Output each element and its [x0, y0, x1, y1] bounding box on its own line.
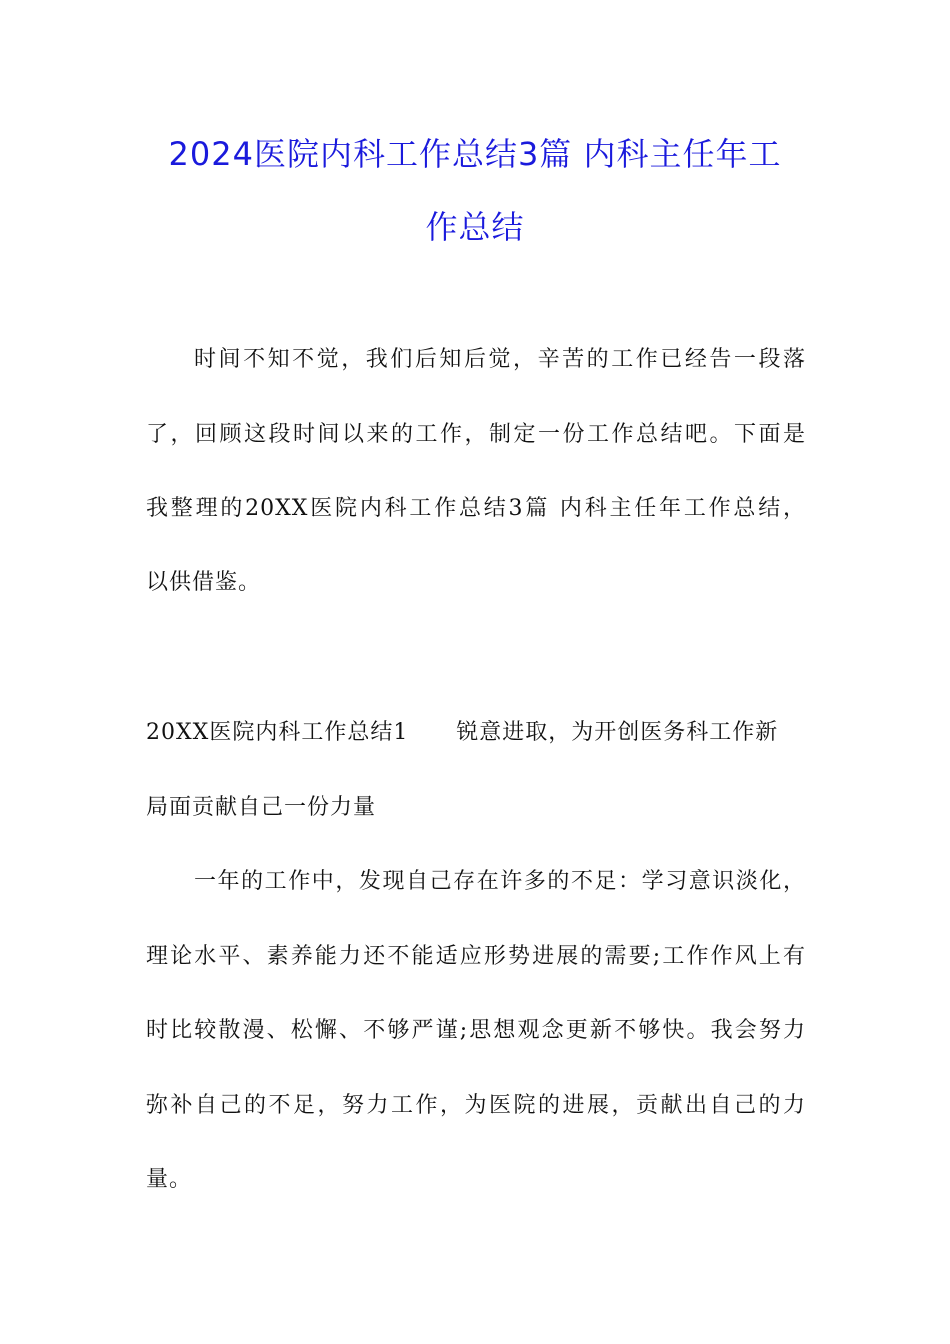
- intro-line: 时间不知不觉，我们后知后觉，辛苦的工作已经告一段落: [194, 347, 806, 372]
- intro-line: 以供借鉴。: [146, 570, 262, 595]
- intro-line: 了，回顾这段时间以来的工作，制定一份工作总结吧。下面是: [146, 422, 806, 447]
- body-line: 一年的工作中，发现自己存在许多的不足：学习意识淡化，: [194, 869, 806, 894]
- body-line: 弥补自己的不足，努力工作，为医院的进展，贡献出自己的力: [146, 1093, 806, 1118]
- section-heading-line: 20XX医院内科工作总结1 锐意进取，为开创医务科工作新: [146, 720, 779, 745]
- section-heading-line: 局面贡献自己一份力量: [146, 795, 377, 820]
- body-line: 理论水平、素养能力还不能适应形势进展的需要;工作作风上有: [146, 944, 806, 969]
- body-line: 量。: [146, 1167, 193, 1192]
- document-title-line-2: 作总结: [425, 208, 525, 246]
- document-title-line-1: 2024医院内科工作总结3篇 内科主任年工: [168, 135, 782, 173]
- intro-line: 我整理的20XX医院内科工作总结3篇 内科主任年工作总结，: [146, 496, 806, 521]
- body-line: 时比较散漫、松懈、不够严谨;思想观念更新不够快。我会努力: [146, 1018, 806, 1043]
